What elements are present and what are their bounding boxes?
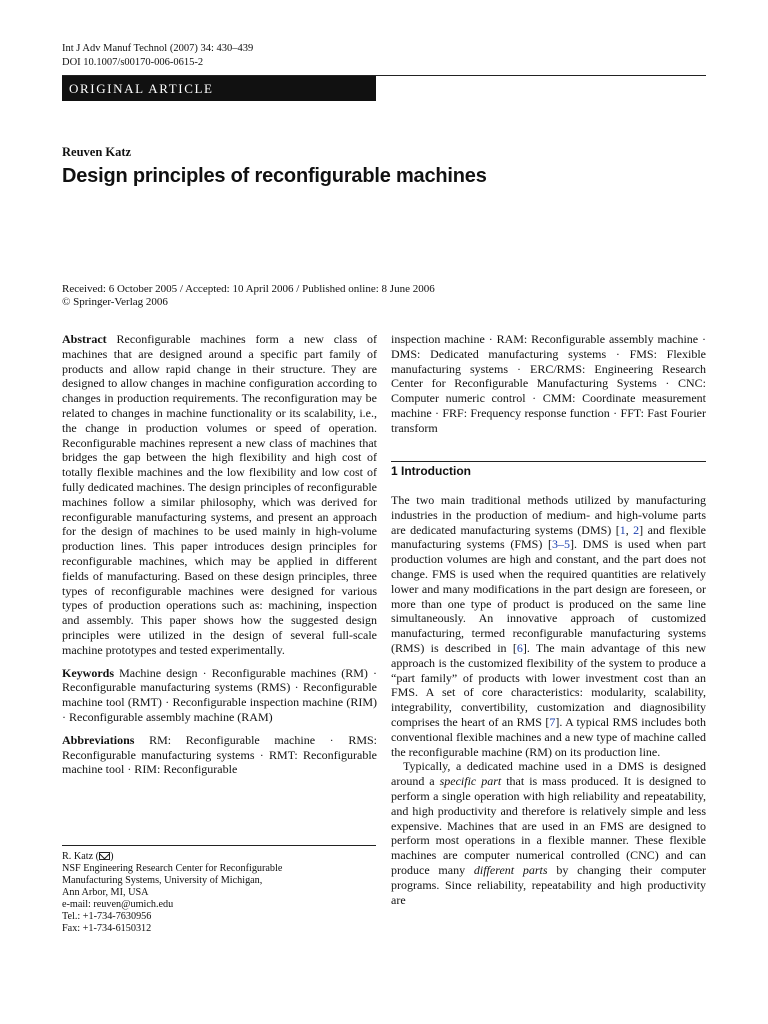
affiliation-tel: Tel.: +1-734-7630956 — [62, 911, 152, 922]
author-affiliation — [62, 851, 376, 935]
affiliation-name-line — [62, 851, 376, 863]
intro-p1-text-c: ] and flexible manufacturing systems (FMS) [ — [391, 522, 706, 552]
citation-link-3-5[interactable]: 3–5 — [552, 537, 570, 552]
intro-p1-text-a: The two main traditional methods utilized by manufacturing industries in the production of medium- and high-volume parts are dedicated manufacturing systems (DMS) [ — [391, 493, 706, 537]
affiliation-org2: Manufacturing Systems, University of Michigan, — [62, 875, 263, 886]
intro-p2-text-a: Typically, a dedicated machine used in a DMS is designed around a — [391, 759, 706, 789]
affiliation-name: R. Katz ( — [62, 851, 100, 862]
received-accepted-published: Received: 6 October 2005 / Accepted: 10 April 2006 / Published online: 8 June 2006 — [62, 283, 435, 295]
affiliation-city: Ann Arbor, MI, USA — [62, 887, 149, 898]
doi: DOI 10.1007/s00170-006-0615-2 — [62, 57, 204, 68]
citation-link-7[interactable]: 7 — [549, 714, 556, 729]
abbreviations-text-left: RM: Reconfigurable machine · RMS: Reconfigurable manufacturing systems · RMT: Reconfigurable machine tool · RIM: Reconfigurable — [62, 732, 378, 777]
keywords-text: Machine design · Reconfigurable machines (RM) · Reconfigurable manufacturing systems (RMS) · Reconfigurable machine tool (RMT) · Reconfigurable inspection machine (RIM) · Reconfigurable assembly machine (RAM) — [62, 665, 377, 724]
citation-link-1[interactable]: 1 — [619, 522, 626, 537]
abbreviations-label: Abbreviations — [62, 732, 135, 747]
abstract-text: Reconfigurable machines form a new class of machines that are designed around a specific part family of products and allow rapid change in their structure. They are designed to allow changes in machine configuration according to changes in production requirements. The reconfiguration may be related to changes in machine functionality or its scalability, i.e., the change in production volumes or speed of operation. Reconfigurable machines represent a new class of machines that bridges the gap between the high flexibility and high cost of totally flexible machines and the low flexibility and low cost of fully dedicated machines. The design principles of reconfigurable machines follow a similar philosophy, which was derived for reconfigurable manufacturing systems, and present an approach for the design of machines to be used mainly in high-volume production lines. This paper introduces design principles for reconfigurable machines, which may be applied in different fields of manufacturing. Based on these design principles, three types of reconfigurable machines were designed for various types of production operations such as: machining, inspection and assembly. This paper shows how the suggested design principles were utilized in the design of several full-scale machine prototypes and tested experimentally. — [62, 332, 377, 657]
citation-link-6[interactable]: 6 — [516, 640, 523, 655]
section-rule — [391, 461, 706, 462]
abstract-label: Abstract — [62, 332, 107, 346]
journal-citation: Int J Adv Manuf Technol (2007) 34: 430–439 — [62, 43, 254, 54]
intro-paragraph-1 — [391, 493, 706, 759]
abbreviations — [62, 733, 377, 777]
right-column-abbreviations — [391, 332, 706, 436]
journal-header — [62, 42, 253, 70]
introduction-body — [391, 493, 706, 907]
publication-dates — [62, 283, 435, 309]
affiliation-name-close: ) — [110, 851, 114, 862]
copyright: © Springer-Verlag 2006 — [62, 296, 168, 308]
intro-p1-text-d: ]. DMS is used when part production volumes are high and constant, and the part does not change. FMS is used when the required quantities are relatively lower and many modifications in the part design are foreseen, or more than one type of product is produced on the same line simultaneously. An innovative approach of customized manufacturing, termed reconfigurable manufacturing systems (RMS) is described in [ — [391, 537, 707, 655]
affiliation-org1: NSF Engineering Research Center for Reconfigurable — [62, 863, 283, 874]
envelope-icon — [99, 852, 110, 860]
intro-p2-text-c: by changing their computer programs. Since reliability, repeatability and high productivity are — [391, 862, 707, 907]
section-heading-introduction: 1 Introduction — [391, 464, 471, 478]
left-column — [62, 332, 377, 777]
intro-p1-text-e: ]. The main advantage of this new approach is the customized flexibility of the system to produce a “part family” of products with lower investment cost than an FMS. A set of core characteristics: modularity, scalability, integrability, convertibility, customization and diagnosibility comprises the heart of an RMS [ — [391, 640, 706, 729]
keywords-label: Keywords — [62, 665, 114, 680]
abbreviations-text-right: inspection machine · RAM: Reconfigurable assembly machine · DMS: Dedicated manufacturing systems · FMS: Flexible manufacturing systems · ERC/RMS: Engineering Research Center for Reconfigurable Manufacturing Systems · CNC: Computer numeric control · CMM: Coordinate measurement machine · FRF: Frequency response function · FFT: Fast Fourier transform — [391, 332, 706, 435]
affiliation-email[interactable]: e-mail: reuven@umich.edu — [62, 899, 174, 910]
author-name: Reuven Katz — [62, 145, 132, 159]
intro-p2-emphasis-2: different parts — [473, 862, 548, 877]
keywords — [62, 666, 377, 725]
affiliation-fax: Fax: +1-734-6150312 — [62, 923, 152, 934]
intro-p2-emphasis-1: specific part — [439, 774, 502, 789]
intro-p1-text-f: ]. A typical RMS includes both conventional flexible machines and a new type of machine called the reconfigurable machine (RM) on its production line. — [391, 714, 706, 759]
intro-p2-text-b: that is mass produced. It is designed to perform a single operation with high reliability and repeatability, and high productivity and therefore is relatively simple and less expensive. Machines that are used in an FMS are designed to perform most operations in a flexible manner. These flexible machines are computer numerical controlled (CNC) and can produce many — [391, 774, 707, 877]
footnote-rule — [62, 845, 376, 846]
abstract — [62, 332, 377, 658]
article-type-banner: ORIGINAL ARTICLE — [62, 76, 376, 101]
intro-paragraph-2 — [391, 759, 706, 907]
article-title: Design principles of reconfigurable machines — [62, 165, 487, 187]
intro-p1-text-b: , — [625, 522, 634, 537]
citation-link-2[interactable]: 2 — [633, 522, 640, 537]
